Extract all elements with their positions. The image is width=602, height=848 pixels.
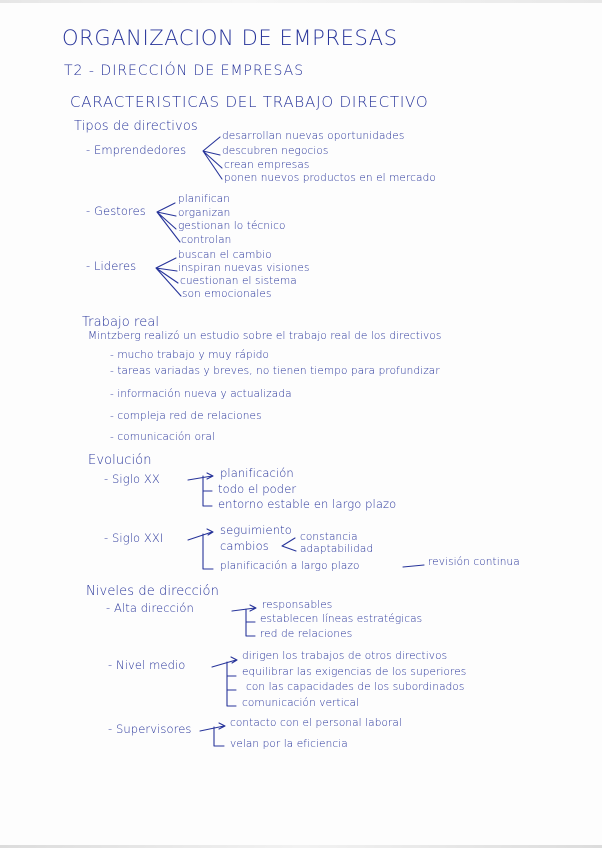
tipos-heading: Tipos de directivos (74, 119, 198, 134)
list-item: dirigen los trabajos de otros directivos (242, 650, 448, 662)
gestores-label: - Gestores (86, 204, 146, 218)
list-item: - mucho trabajo y muy rápido (110, 349, 270, 361)
evolucion-heading: Evolución (88, 453, 152, 468)
page-title: ORGANIZACION DE EMPRESAS (62, 26, 398, 50)
siglo-xxi-label: - Siglo XXI (104, 531, 164, 545)
section-heading: CARACTERISTICAS DEL TRABAJO DIRECTIVO (70, 93, 429, 111)
siglo-xx-label: - Siglo XX (104, 472, 160, 486)
lideres-label: - Lideres (86, 259, 137, 273)
list-item: planificación (220, 466, 294, 480)
topic-subtitle: T2 - DIRECCIÓN DE EMPRESAS (64, 63, 305, 79)
list-item: responsables (262, 599, 333, 611)
list-item: gestionan lo técnico (178, 220, 286, 232)
list-item: - compleja red de relaciones (110, 410, 262, 422)
list-item: establecen líneas estratégicas (260, 613, 423, 625)
list-item: comunicación vertical (242, 697, 360, 709)
revision-arrow (403, 565, 424, 567)
list-item: - tareas variadas y breves, no tienen tiempo para profundizar (110, 365, 440, 377)
list-item: son emocionales (182, 288, 272, 300)
siglo-xxi-arrow (188, 529, 213, 569)
medio-arrow (212, 657, 237, 706)
trabajo-real-intro: Mintzberg realizó un estudio sobre el trabajo real de los directivos (88, 330, 442, 342)
cambios-bracket (282, 538, 296, 551)
emprendedores-bracket (203, 137, 222, 179)
list-item: planifican (178, 193, 231, 205)
seguimiento-text: seguimiento (220, 523, 292, 537)
list-item: inspiran nuevas visiones (178, 262, 310, 274)
list-item: cuestionan el sistema (180, 275, 297, 287)
list-item: adaptabilidad (300, 543, 374, 555)
list-item: ponen nuevos productos en el mercado (224, 172, 436, 184)
list-item: crean empresas (224, 159, 310, 171)
list-item: todo el poder (218, 482, 297, 496)
niveles-heading: Niveles de dirección (86, 584, 219, 599)
list-item: velan por la eficiencia (230, 738, 348, 750)
siglo-xx-arrow (188, 473, 213, 506)
list-item: - información nueva y actualizada (110, 388, 292, 400)
list-item: buscan el cambio (178, 249, 272, 261)
alta-direccion-label: - Alta dirección (106, 601, 194, 615)
list-item: descubren negocios (222, 145, 329, 157)
planificacion-text: planificación a largo plazo (220, 560, 360, 572)
list-item: - comunicación oral (110, 431, 216, 443)
cambios-text: cambios (220, 539, 269, 553)
list-item: controlan (181, 234, 232, 246)
revision-text: revisión continua (428, 556, 520, 568)
list-item: organizan (178, 207, 231, 219)
supervisores-arrow (200, 723, 225, 746)
list-item: desarrollan nuevas oportunidades (222, 130, 405, 142)
list-item: constancia (300, 531, 358, 543)
emprendedores-label: - Emprendedores (86, 143, 187, 157)
trabajo-real-heading: Trabajo real (82, 315, 160, 330)
list-item: equilibrar las exigencias de los superiores (242, 666, 467, 678)
list-item: red de relaciones (260, 628, 353, 640)
supervisores-label: - Supervisores (108, 722, 192, 736)
list-item: con las capacidades de los subordinados (246, 681, 465, 693)
gestores-bracket (157, 203, 180, 242)
nivel-medio-label: - Nivel medio (108, 658, 186, 672)
list-item: contacto con el personal laboral (230, 717, 402, 729)
alta-arrow (232, 605, 256, 636)
list-item: entorno estable en largo plazo (218, 497, 397, 511)
